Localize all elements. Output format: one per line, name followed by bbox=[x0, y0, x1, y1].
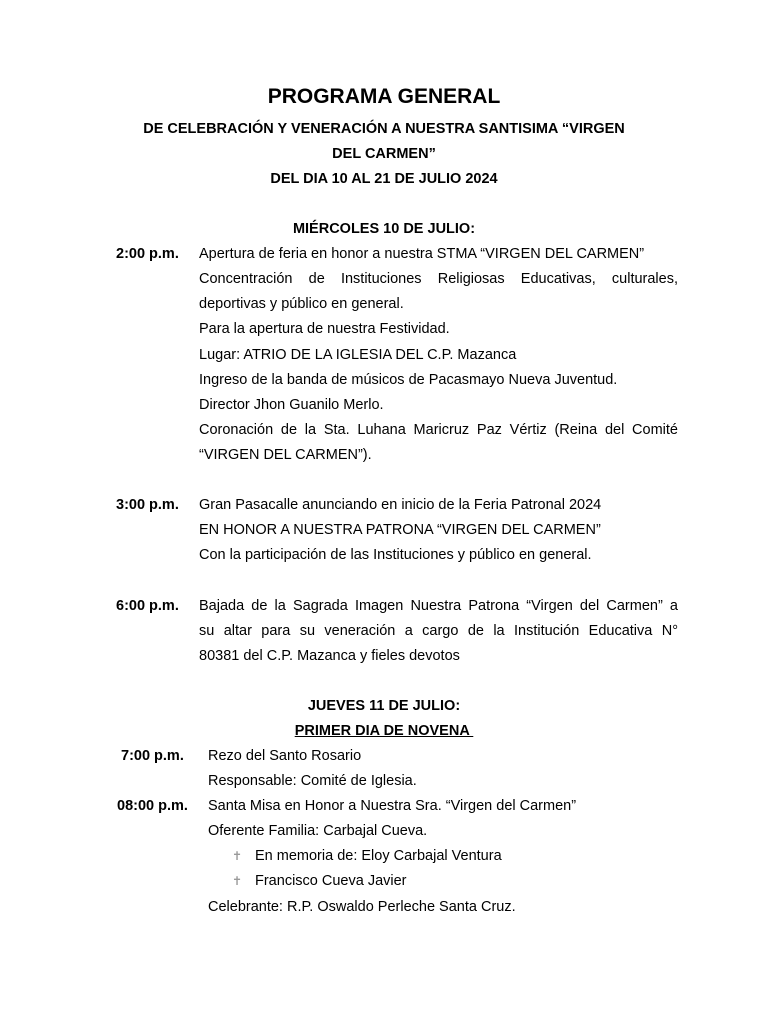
event-line: Celebrante: R.P. Oswaldo Perleche Santa Cruz. bbox=[208, 899, 516, 915]
event-time: 08:00 p.m. bbox=[117, 798, 188, 814]
subtitle-line-1: DE CELEBRACIÓN Y VENERACIÓN A NUESTRA SANTISIMA “VIRGEN bbox=[143, 121, 625, 137]
event-line: Responsable: Comité de Iglesia. bbox=[208, 773, 417, 789]
novena-heading: PRIMER DIA DE NOVENA bbox=[294, 723, 474, 739]
subtitle-line-2: DEL CARMEN” bbox=[332, 146, 436, 162]
event-line: su altar para su veneración a cargo de la Institución Educativa N° bbox=[199, 623, 678, 639]
event-line: Apertura de feria en honor a nuestra STMA “VIRGEN DEL CARMEN” bbox=[199, 246, 645, 262]
event-line: Con la participación de las Instituciones y público en general. bbox=[199, 547, 592, 563]
event-line: Coronación de la Sta. Luhana Maricruz Paz Vértiz (Reina del Comité bbox=[199, 422, 678, 438]
event-line: Concentración de Instituciones Religiosas Educativas, culturales, bbox=[199, 271, 678, 287]
cross-icon: ✝ bbox=[232, 849, 243, 863]
event-line: deportivas y público en general. bbox=[199, 296, 404, 312]
event-line: “VIRGEN DEL CARMEN”). bbox=[199, 447, 372, 463]
event-line: EN HONOR A NUESTRA PATRONA “VIRGEN DEL CARMEN” bbox=[199, 522, 601, 538]
event-line: Para la apertura de nuestra Festividad. bbox=[199, 321, 450, 337]
event-line: Bajada de la Sagrada Imagen Nuestra Patrona “Virgen del Carmen” a bbox=[199, 598, 678, 614]
event-line: Oferente Familia: Carbajal Cueva. bbox=[208, 823, 428, 839]
event-line: Lugar: ATRIO DE LA IGLESIA DEL C.P. Mazanca bbox=[199, 347, 517, 363]
event-time: 3:00 p.m. bbox=[116, 497, 179, 513]
event-time: 7:00 p.m. bbox=[121, 748, 184, 764]
day-heading-wednesday: MIÉRCOLES 10 DE JULIO: bbox=[292, 221, 476, 237]
event-time: 6:00 p.m. bbox=[116, 598, 179, 614]
cross-icon: ✝ bbox=[232, 874, 243, 888]
event-line: Ingreso de la banda de músicos de Pacasmayo Nueva Juventud. bbox=[199, 372, 618, 388]
day-heading-thursday: JUEVES 11 DE JULIO: bbox=[307, 698, 461, 714]
event-line: 80381 del C.P. Mazanca y fieles devotos bbox=[199, 648, 460, 664]
subtitle-dates: DEL DIA 10 AL 21 DE JULIO 2024 bbox=[270, 171, 498, 187]
memorial-line: Francisco Cueva Javier bbox=[255, 873, 407, 889]
memorial-line: En memoria de: Eloy Carbajal Ventura bbox=[255, 848, 502, 864]
event-line: Gran Pasacalle anunciando en inicio de la Feria Patronal 2024 bbox=[199, 497, 602, 513]
event-time: 2:00 p.m. bbox=[116, 246, 179, 262]
event-line: Santa Misa en Honor a Nuestra Sra. “Virgen del Carmen” bbox=[208, 798, 577, 814]
page-title: PROGRAMA GENERAL bbox=[267, 85, 501, 108]
event-line: Director Jhon Guanilo Merlo. bbox=[199, 397, 384, 413]
event-line: Rezo del Santo Rosario bbox=[208, 748, 362, 764]
